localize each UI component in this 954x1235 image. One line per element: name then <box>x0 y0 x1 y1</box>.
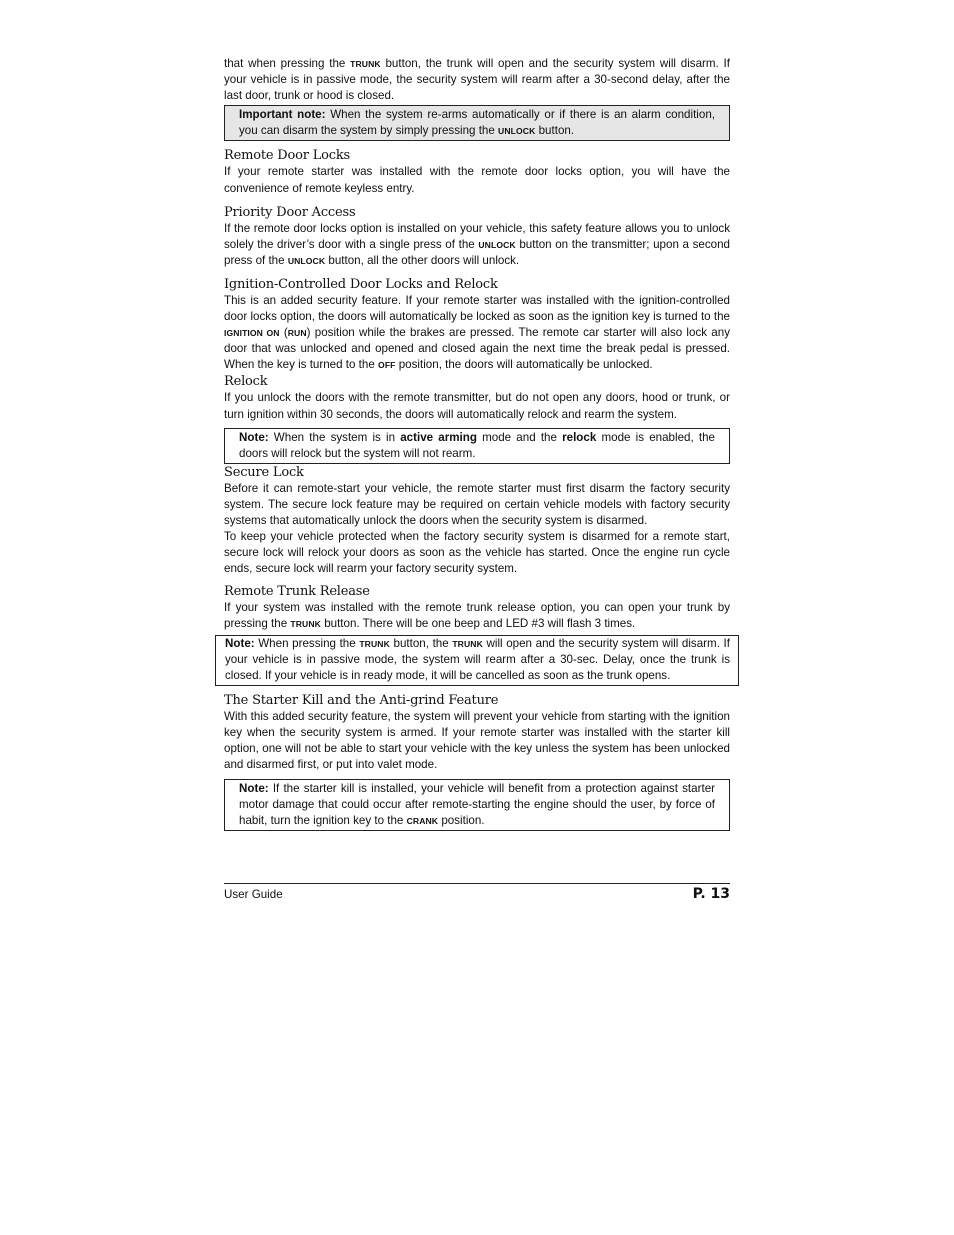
keyword-trunk: TRUNK <box>350 59 381 69</box>
relock-note-box <box>224 428 730 464</box>
starter-kill-text: With this added security feature, the system will prevent your vehicle from starting with the ignition key when the security system is armed. If your remote starter was installed with the starter kill option, one will not be able to start your vehicle with the key unless the system has been unlocked and disarmed first, or put into valet mode. <box>224 709 730 772</box>
important-note-text: Important note: When the system re-arms automatically or if there is an alarm condition, you can disarm the system by simply pressing the UNLOCK button. <box>239 108 715 138</box>
heading-remote-trunk-release: Remote Trunk Release <box>224 584 370 600</box>
trunk-note-text: Note: When pressing the TRUNK button, the TRUNK will open and the security system will disarm. If your vehicle is in passive mode, the system will rearm after a 30-sec. Delay, once the trunk is closed. If your vehicle is in ready mode, it will be cancelled as soon as the trunk opens. <box>225 636 730 682</box>
relock-text: If you unlock the doors with the remote transmitter, but do not open any doors, hood or trunk, or turn ignition within 30 seconds, the doors will automatically relock and rearm the system. <box>224 391 730 421</box>
secure-lock-text-1: Before it can remote-start your vehicle, the remote starter must first disarm the factory security system. The secure lock feature may be required on certain vehicle models with factory security systems that automatically unlock the doors when the security system is disarmed. <box>224 481 730 527</box>
starter-note-text: Note: If the starter kill is installed, your vehicle will benefit from a protection against starter motor damage that could occur after remote-starting the engine should the user, by force of habit, turn the ignition key to the CRANK position. <box>239 782 715 828</box>
intro-paragraph: that when pressing the TRUNK button, the trunk will open and the security system will disarm. If your vehicle is in passive mode, the security system will rearm after a 30-second delay, after the last door, trunk or hood is closed. <box>224 57 730 103</box>
heading-priority-door-access: Priority Door Access <box>224 204 356 220</box>
page-body <box>224 56 730 831</box>
page-footer <box>224 883 730 902</box>
ignition-locks-text: This is an added security feature. If your remote starter was installed with the ignition-controlled door locks option, the doors will automatically be locked as soon as the ignition key is turned to the IGNITION ON (RUN) position while the brakes are pressed. The remote car starter will also lock any door that was unlocked and opened and closed again the next time the break pedal is pressed. When the key is turned to the OFF position, the doors will automatically be unlocked. <box>224 293 730 372</box>
heading-remote-door-locks: Remote Door Locks <box>224 148 350 164</box>
heading-secure-lock: Secure Lock <box>224 464 304 480</box>
trunk-note-box <box>215 635 739 686</box>
remote-door-locks-text: If your remote starter was installed with the remote door locks option, you will have the convenience of remote keyless entry. <box>224 165 730 195</box>
heading-ignition-controlled-locks: Ignition-Controlled Door Locks and Relock <box>224 276 498 292</box>
priority-door-access-text: If the remote door locks option is installed on your vehicle, this safety feature allows you to unlock solely the driver’s door with a single press of the UNLOCK button on the transmitter; upon a second press of the UNLOCK button, all the other doors will unlock. <box>224 221 730 267</box>
starter-note-box <box>224 779 730 831</box>
heading-relock: Relock <box>224 374 268 390</box>
page-number: P. 13 <box>692 886 730 902</box>
relock-note-text: Note: When the system is in active arming mode and the relock mode is enabled, the doors will relock but the system will not rearm. <box>239 430 715 460</box>
important-note-box <box>224 105 730 141</box>
trunk-release-text: If your system was installed with the remote trunk release option, you can open your trunk by pressing the TRUNK button. There will be one beep and LED #3 will flash 3 times. <box>224 601 730 631</box>
heading-starter-kill: The Starter Kill and the Anti-grind Feature <box>224 692 499 708</box>
footer-title: User Guide <box>224 888 283 901</box>
secure-lock-text-2: To keep your vehicle protected when the factory security system is disarmed for a remote start, secure lock will relock your doors as soon as the vehicle has started. Once the engine run cycle ends, secure lock will rearm your factory security system. <box>224 530 730 576</box>
